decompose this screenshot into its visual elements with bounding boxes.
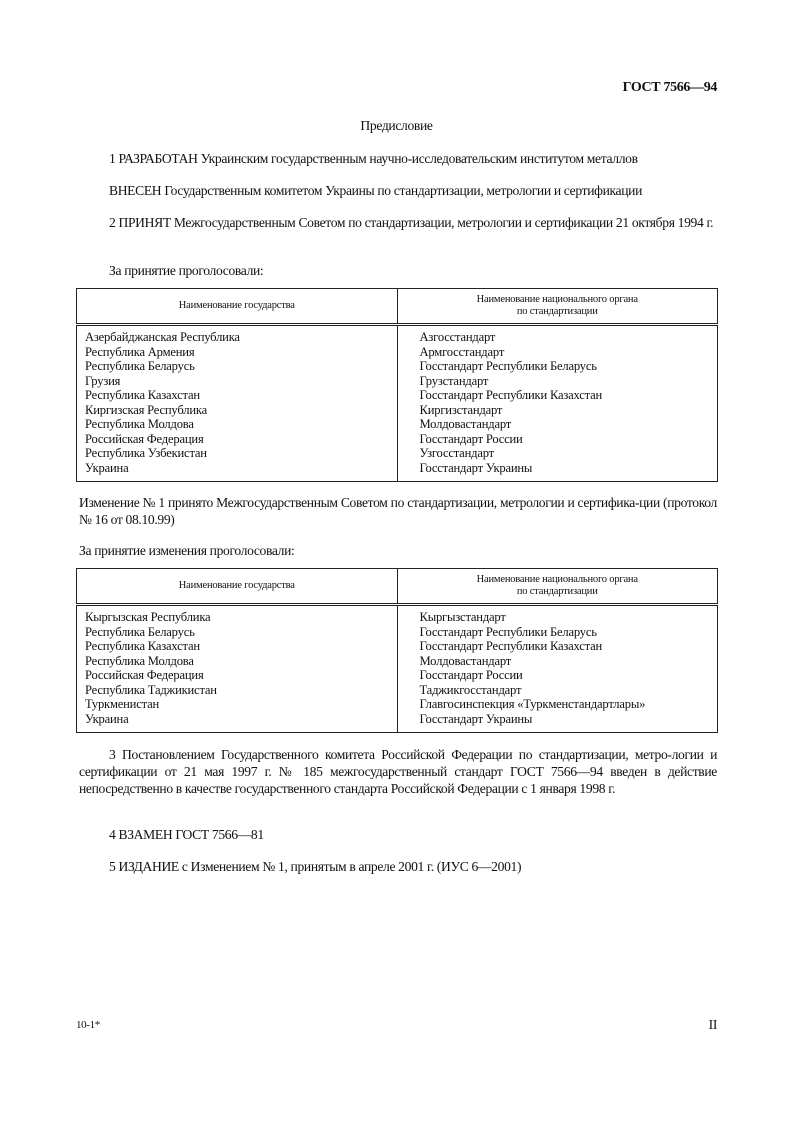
paragraph-amendment: Изменение № 1 принято Межгосударственным Советом по стандартизации, метрологии и сертифика-ции (протокол № 16 от 08.10.99) xyxy=(79,495,717,527)
standards-body-name: Госстандарт России xyxy=(419,431,523,446)
column-header-state: Наименование государства xyxy=(77,289,398,325)
page-title: Предисловие xyxy=(360,118,433,133)
state-name: Республика Молдова xyxy=(85,417,194,431)
standard-code: ГОСТ 7566—94 xyxy=(622,80,717,95)
standards-body-name: Госстандарт России xyxy=(419,668,523,682)
standards-body-name: Госстандарт Украины xyxy=(419,460,533,475)
footer-sheet-mark: 10-1* xyxy=(76,1019,100,1031)
state-name: Республика Таджикистан xyxy=(85,682,217,697)
standards-body-name: Узгосстандарт xyxy=(419,446,494,460)
voted-label-2: За принятие изменения проголосовали: xyxy=(79,543,295,558)
state-name: Киргизская Республика xyxy=(85,402,208,417)
standards-body-name: Киргизстандарт xyxy=(419,402,503,417)
voted-label-1: За принятие проголосовали: xyxy=(109,263,264,278)
paragraph-introduced: ВНЕСЕН Государственным комитетом Украины по стандартизации, метрологии и сертификации xyxy=(109,183,643,198)
standards-body-name: Кыргызстандарт xyxy=(419,610,506,624)
state-name: Грузия xyxy=(85,373,121,388)
state-name: Республика Армения xyxy=(85,344,195,359)
state-name: Российская Федерация xyxy=(85,668,204,682)
standards-body-name: Госстандарт Республики Казахстан xyxy=(419,388,603,402)
state-name: Кыргызская Республика xyxy=(85,610,211,624)
standards-body-name: Таджикгосстандарт xyxy=(419,682,522,697)
bodies-cell xyxy=(397,325,718,482)
state-name: Украина xyxy=(85,711,129,726)
paragraph-replaces: 4 ВЗАМЕН ГОСТ 7566—81 xyxy=(109,827,264,842)
page-number: II xyxy=(708,1017,717,1032)
state-name: Украина xyxy=(85,460,129,475)
state-name: Российская Федерация xyxy=(85,431,204,446)
standards-body-name: Азгосстандарт xyxy=(419,330,496,344)
table-voting-2 xyxy=(76,568,718,733)
standards-body-name: Молдовастандарт xyxy=(419,417,512,431)
standards-body-name: Госстандарт Республики Беларусь xyxy=(419,359,597,373)
standards-body-name: Главгосинспекция «Туркменстандартлары» xyxy=(419,697,646,711)
state-name: Республика Казахстан xyxy=(85,639,200,653)
states-cell xyxy=(77,605,398,733)
state-name: Туркменистан xyxy=(85,697,159,711)
paragraph-adopted: 2 ПРИНЯТ Межгосударственным Советом по стандартизации, метрологии и сертификации 21 октября 1994 г. xyxy=(109,215,714,230)
column-header-body: Наименование национального органа по стандартизации xyxy=(397,569,718,605)
state-name: Республика Казахстан xyxy=(85,388,200,402)
states-cell xyxy=(77,325,398,482)
column-header-state: Наименование государства xyxy=(77,569,398,605)
paragraph-edition: 5 ИЗДАНИЕ с Изменением № 1, принятым в апреле 2001 г. (ИУС 6—2001) xyxy=(109,859,522,874)
standards-body-name: Госстандарт Республики Беларусь xyxy=(419,624,597,639)
standards-body-name: Госстандарт Республики Казахстан xyxy=(419,639,603,653)
state-name: Республика Узбекистан xyxy=(85,446,207,460)
state-name: Азербайджанская Республика xyxy=(85,330,240,344)
state-name: Республика Молдова xyxy=(85,653,194,668)
standards-body-name: Госстандарт Украины xyxy=(419,711,533,726)
column-header-body: Наименование национального органа по стандартизации xyxy=(397,289,718,325)
paragraph-developed: 1 РАЗРАБОТАН Украинским государственным научно-исследовательским институтом металлов xyxy=(109,151,638,166)
table-voting-1 xyxy=(76,288,718,482)
standards-body-name: Армгосстандарт xyxy=(419,344,505,359)
paragraph-decree: 3 Постановлением Государственного комитета Российской Федерации по стандартизации, метро-логии и сертификации от 21 мая 1997 г. № 185 межгосударственный стандарт ГОСТ 7566—94 введен в действие непосредственно в качестве государственного стандарта Российской Федерации с 1 января 1998 г. xyxy=(79,747,717,796)
standards-body-name: Молдовастандарт xyxy=(419,653,512,668)
bodies-cell xyxy=(397,605,718,733)
state-name: Республика Беларусь xyxy=(85,624,195,639)
standards-body-name: Грузстандарт xyxy=(419,373,489,388)
state-name: Республика Беларусь xyxy=(85,359,195,373)
